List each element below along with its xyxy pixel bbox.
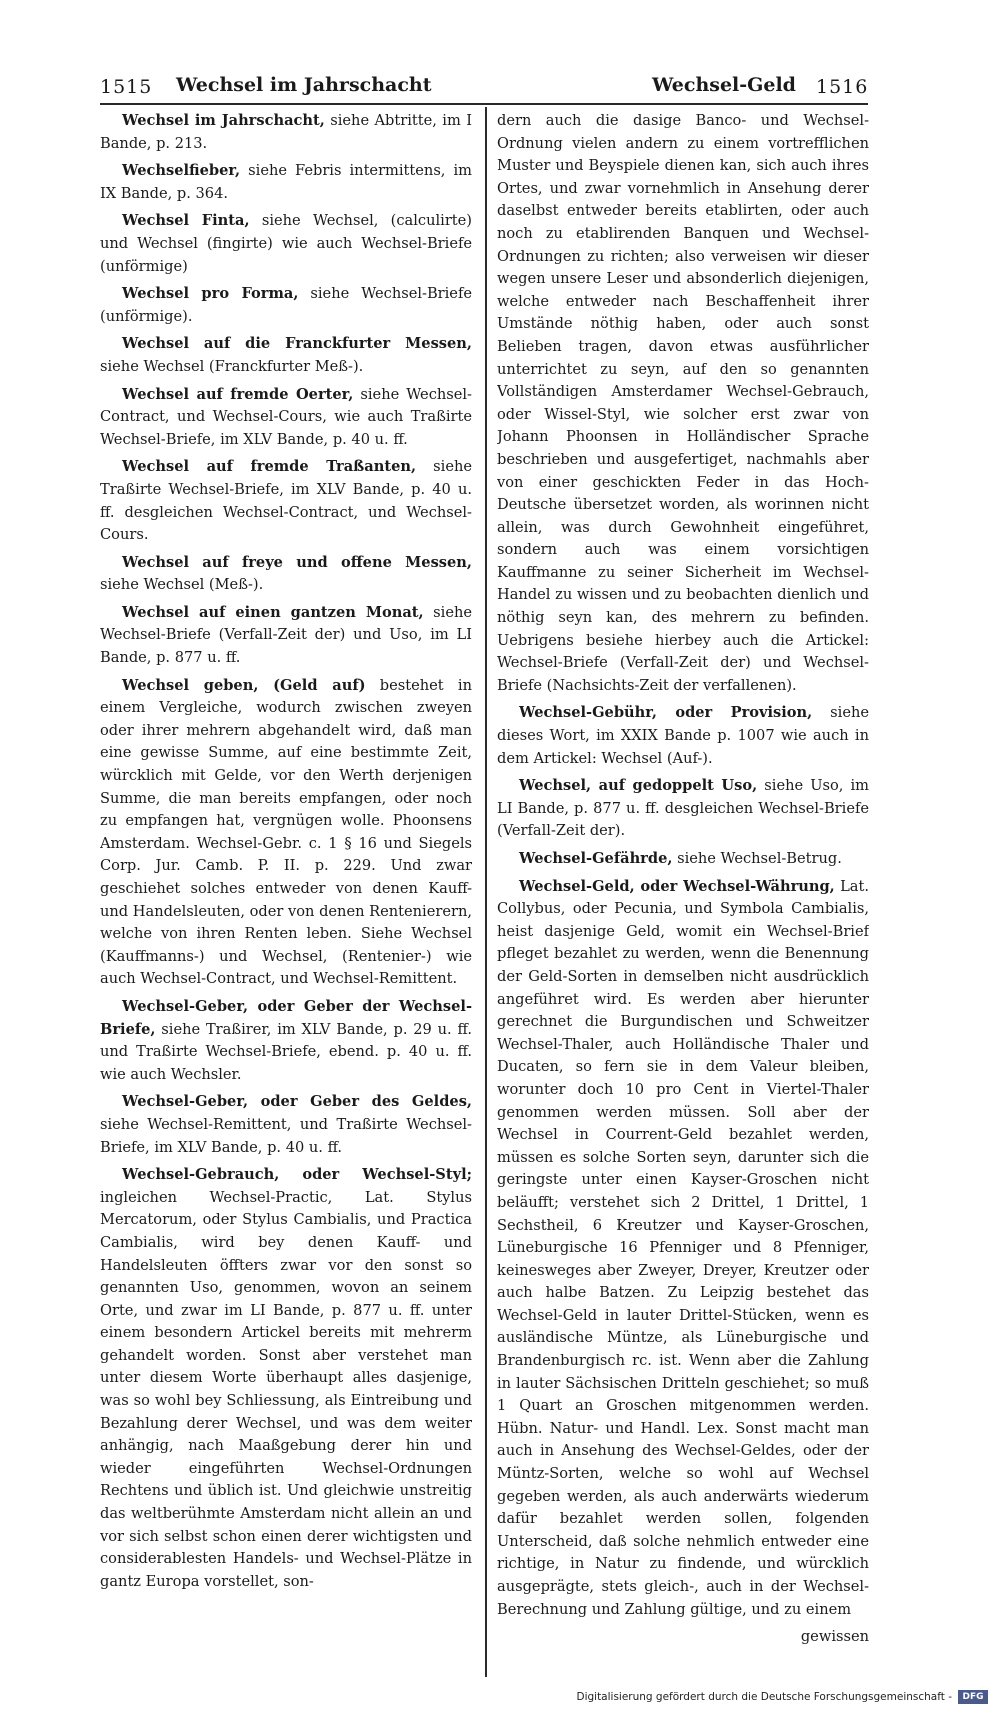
- digitization-footer: [560, 1690, 992, 1706]
- entry-headword: Wechsel-Gebrauch, oder Wechsel-Styl;: [122, 1166, 472, 1184]
- entry-text: siehe Wechsel-Remittent, und Traßirte Wechsel-Briefe, im XLV Bande, p. 40 u. ff.: [100, 1115, 472, 1156]
- entry: [100, 283, 472, 328]
- entry-text: siehe Wechsel-Betrug.: [672, 850, 842, 867]
- entry: [100, 602, 472, 670]
- entry-headword: Wechsel auf freye und offene Messen,: [122, 553, 472, 571]
- entry-text: siehe Wechsel-Briefe (unförmige).: [100, 285, 472, 325]
- entry: [100, 552, 472, 597]
- column-divider: [485, 107, 487, 1677]
- entry-headword: Wechsel-Geld, oder Wechsel-Währung,: [519, 877, 835, 895]
- entry: [497, 876, 869, 1622]
- entry-headword: Wechsel-Gefährde,: [519, 850, 673, 867]
- entry: [100, 384, 472, 452]
- entry-text: siehe Wechsel (Franckfurter Meß-).: [100, 357, 364, 375]
- entry-text: siehe dieses Wort, im XXIX Bande p. 1007 wie auch in dem Artickel: Wechsel (Auf-).: [497, 704, 869, 767]
- entry: [100, 160, 472, 205]
- entry-headword: Wechsel auf die Franckfurter Messen,: [122, 335, 472, 353]
- entry: [497, 775, 869, 843]
- entry-text: siehe Wechsel-Contract, und Wechsel-Cours, wie auch Traßirte Wechsel-Briefe, im XLV Bande, p. 40 u. ff.: [100, 385, 472, 448]
- entry-headword: Wechselfieber,: [122, 162, 241, 180]
- entry-continuation: [497, 110, 869, 697]
- entry: [100, 110, 472, 155]
- entry-headword: Wechsel auf fremde Traßanten,: [122, 458, 417, 476]
- entry-text: siehe Traßirte Wechsel-Briefe, im XLV Bande, p. 40 u. ff. desgleichen Wechsel-Contract, und Wechsel-Cours.: [100, 458, 472, 544]
- entry-headword: Wechsel Finta,: [122, 212, 250, 230]
- right-column: [497, 110, 869, 1670]
- running-head: [100, 70, 870, 104]
- entry: [100, 1164, 472, 1593]
- entry-headword: Wechsel-Geber, oder Geber der Wechsel-Briefe,: [100, 997, 472, 1038]
- left-column: [100, 110, 472, 1670]
- running-title-right: Wechsel-Geld: [652, 74, 796, 96]
- header-rule: [100, 103, 868, 105]
- entry: [497, 702, 869, 770]
- entry-text: siehe Uso, im LI Bande, p. 877 u. ff. desgleichen Wechsel-Briefe (Verfall-Zeit der).: [497, 777, 869, 840]
- entry-text: siehe Wechsel, (calculirte) und Wechsel (fingirte) wie auch Wechsel-Briefe (unförmige): [100, 212, 472, 275]
- entry-headword: Wechsel auf fremde Oerter,: [122, 385, 354, 403]
- entry: [100, 333, 472, 378]
- entry-text: siehe Wechsel (Meß-).: [100, 576, 264, 594]
- entry: [100, 1091, 472, 1159]
- entry-headword: Wechsel-Gebühr, oder Provision,: [519, 704, 813, 722]
- entry-headword: Wechsel geben, (Geld auf): [122, 676, 366, 694]
- entry: [100, 675, 472, 991]
- entry-text: ingleichen Wechsel-Practic, Lat. Stylus Mercatorum, oder Stylus Cambialis, und Practica Cambialis, wird bey denen Kauff- und Handelsleuten öffters zwar vor den sonst so genannten Uso, genommen, wovon an seinem Orte, und zwar im LI Bande, p. 877 u. ff. unter einem besondern Artickel bereits mit mehrerm gehandelt worden. Sonst aber verstehet man unter diesem Worte überhaupt alles dasjenige, was so wohl bey Schliessung, als Eintreibung und Bezahlung derer Wechsel, und was dem weiter anhängig, nach Maaßgebung derer hin und wieder eingeführten Wechsel-Ordnungen Rechtens und üblich ist. Und gleichwie unstreitig das weltberühmte Amsterdam nicht allein an und vor sich selbst schon einen derer wichtigsten und considerablesten Handels- und Wechsel-Plätze in gantz Europa vorstellet, son-: [100, 1188, 472, 1590]
- entry: [100, 210, 472, 278]
- entry-text: siehe Traßirer, im XLV Bande, p. 29 u. ff. und Traßirte Wechsel-Briefe, ebend. p. 40 u. ff. wie auch Wechsler.: [100, 1020, 472, 1083]
- entry-text: Lat. Collybus, oder Pecunia, und Symbola Cambialis, heist dasjenige Geld, womit ein Wechsel-Brief pfleget bezahlet zu werden, wenn die Benennung der Geld-Sorten in demselben nicht ausdrücklich angeführet wird. Es werden aber hierunter gerechnet die Burgundischen und Schweitzer Wechsel-Thaler, auch Holländische Thaler und Ducaten, so fern sie in dem Valeur bleiben, worunter doch 10 pro Cent in Viertel-Thaler genommen werden müssen. Soll aber der Wechsel in Courrent-Geld bezahlet werden, müssen es solche Sorten seyn, darunter sich die geringste unter einen Kayser-Groschen nicht beläufft; verstehet sich 2 Drittel, 1 Drittel, 1 Sechstheil, 6 Kreutzer und Kayser-Groschen, Lüneburgische 16 Pfenniger und 8 Pfenniger, keinesweges aber Zweyer, Dreyer, Kreutzer oder auch halbe Batzen. Zu Leipzig bestehet das Wechsel-Geld in lauter Drittel-Stücken, wenn es ausländische Müntze, als Lüneburgische und Brandenburgisch rc. ist. Wenn aber die Zahlung in lauter Sächsischen Dritteln geschiehet; so muß 1 Quart an Groschen mitgenommen werden. Hübn. Natur- und Handl. Lex. Sonst macht man auch in Ansehung des Wechsel-Geldes, oder der Müntz-Sorten, welche so wohl auf Wechsel gegeben werden, als auch anderwärts wiederum dafür bezahlet werden sollen, folgenden Unterscheid, daß solche nehmlich entweder eine richtige, in Natur zu findende, und würcklich ausgeprägte, stets gleich-, auch in der Wechsel-Berechnung und Zahlung gültige, und zu einem: [497, 877, 869, 1618]
- entry-text: siehe Febris intermittens, im IX Bande, p. 364.: [100, 162, 472, 202]
- running-title-left: Wechsel im Jahrschacht: [176, 74, 432, 96]
- entry: [100, 996, 472, 1086]
- entry-headword: Wechsel im Jahrschacht,: [122, 112, 325, 129]
- page-number-left: 1515: [100, 76, 153, 98]
- entry-headword: Wechsel, auf gedoppelt Uso,: [519, 777, 758, 795]
- entry-text: siehe Abtritte, im I Bande, p. 213.: [100, 112, 472, 152]
- entry-headword: Wechsel-Geber, oder Geber des Geldes,: [122, 1093, 472, 1111]
- page-number-right: 1516: [816, 76, 869, 98]
- entry-text: siehe Wechsel-Briefe (Verfall-Zeit der) und Uso, im LI Bande, p. 877 u. ff.: [100, 603, 472, 667]
- entry-text: dern auch die dasige Banco- und Wechsel-Ordnung vielen andern zu einem vortrefflichen Muster und Beyspiele dienen kan, sich auch ihres Ortes, und zwar vornehmlich in Ansehung derer daselbst entweder bereits etablirten, oder auch noch zu etablirenden Banquen und Wechsel-Ordnungen zu richten; also verweisen wir dieser wegen unsere Leser und absonderlich diejenigen, welche entweder nach Beschaffenheit ihrer Umstände nöthig haben, oder auch sonst Belieben tragen, davon etwas ausführlicher unterrichtet zu seyn, auf den so genannten Vollständigen Amsterdamer Wechsel-Gebrauch, oder Wissel-Styl, wie solcher erst zwar von Johann Phoonsen in Holländischer Sprache beschrieben und ausgefertiget, nachmahls aber von einer geschickten Feder in das Hoch-Deutsche übersetzet worden, als worinnen nicht allein, was durch Gewohnheit eingeführet, sondern auch was einem vorsichtigen Kauffmanne zu seiner Sicherheit im Wechsel-Handel zu wissen und zu beobachten dienlich und nöthig seyn kan, des mehrern zu befinden. Uebrigens besiehe hierbey auch die Artickel: Wechsel-Briefe (Verfall-Zeit der) und Wechsel-Briefe (Nachsichts-Zeit der verfallenen).: [497, 112, 869, 694]
- entry: [497, 848, 869, 871]
- entry: [100, 456, 472, 546]
- dfg-logo: DFG: [958, 1690, 988, 1704]
- footer-credit: Digitalisierung gefördert durch die Deutsche Forschungsgemeinschaft -: [576, 1691, 952, 1703]
- entry-headword: Wechsel pro Forma,: [122, 285, 299, 303]
- entry-headword: Wechsel auf einen gantzen Monat,: [122, 603, 424, 621]
- catchword: gewissen: [800, 1628, 869, 1646]
- entry-text: bestehet in einem Vergleiche, wodurch zwischen zweyen oder ihrer mehrern abgehandelt wird, daß man eine gewisse Summe, auf eine bestimmte Zeit, würcklich mit Gelde, vor den Werth derjenigen Summe, die man bereits empfangen, oder noch zu empfangen hat, vergnügen wolle. Phoonsens Amsterdam. Wechsel-Gebr. c. 1 § 16 und Siegels Corp. Jur. Camb. P. II. p. 229. Und zwar geschiehet solches entweder von denen Kauff- und Handelsleuten, oder von denen Rentenierern, welche von ihren Renten leben. Siehe Wechsel (Kauffmanns-) und Wechsel, (Rentenier-) wie auch Wechsel-Contract, und Wechsel-Remittent.: [100, 676, 472, 988]
